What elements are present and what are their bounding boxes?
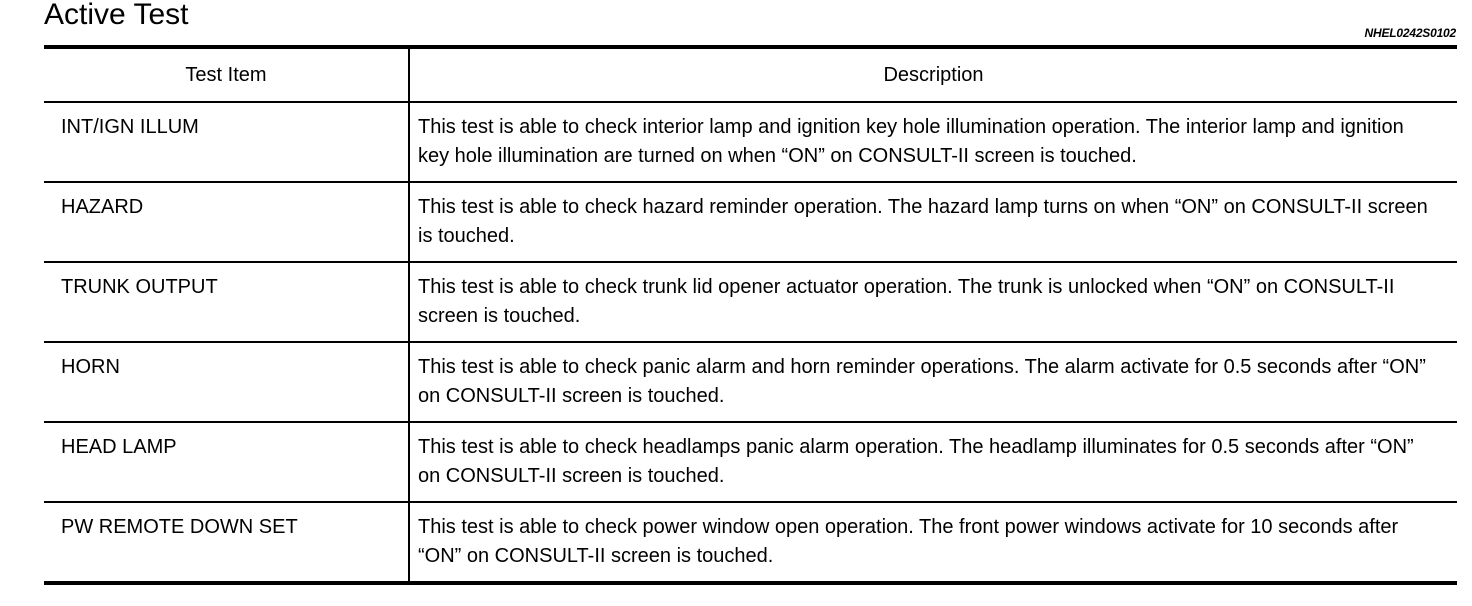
test-item-cell: INT/IGN ILLUM [44,102,409,182]
test-item-cell: TRUNK OUTPUT [44,262,409,342]
test-item-cell: HORN [44,342,409,422]
table-row [44,502,1457,583]
description-cell: This test is able to check trunk lid opener actuator operation. The trunk is unlocked when “ON” on CONSULT-II screen is touched. [409,262,1457,342]
test-item-cell: PW REMOTE DOWN SET [44,502,409,583]
column-header-test-item: Test Item [44,47,409,102]
active-test-table [44,45,1457,585]
table-row [44,262,1457,342]
description-cell: This test is able to check headlamps panic alarm operation. The headlamp illuminates for 0.5 seconds after “ON” on CONSULT-II screen is touched. [409,422,1457,502]
table-row [44,102,1457,182]
description-cell: This test is able to check hazard reminder operation. The hazard lamp turns on when “ON” on CONSULT-II screen is touched. [409,182,1457,262]
table-row [44,342,1457,422]
description-cell: This test is able to check power window open operation. The front power windows activate for 10 seconds after “ON” on CONSULT-II screen is touched. [409,502,1457,583]
test-item-cell: HEAD LAMP [44,422,409,502]
table-row [44,422,1457,502]
page-title: Active Test [44,0,189,31]
table-header-row [44,47,1457,102]
document-code: NHEL0242S0102 [1364,26,1456,40]
test-item-cell: HAZARD [44,182,409,262]
description-cell: This test is able to check interior lamp and ignition key hole illumination operation. The interior lamp and ignition key hole illumination are turned on when “ON” on CONSULT-II screen is touched. [409,102,1457,182]
column-header-description: Description [409,47,1457,102]
description-cell: This test is able to check panic alarm and horn reminder operations. The alarm activate for 0.5 seconds after “ON” on CONSULT-II screen is touched. [409,342,1457,422]
table-row [44,182,1457,262]
